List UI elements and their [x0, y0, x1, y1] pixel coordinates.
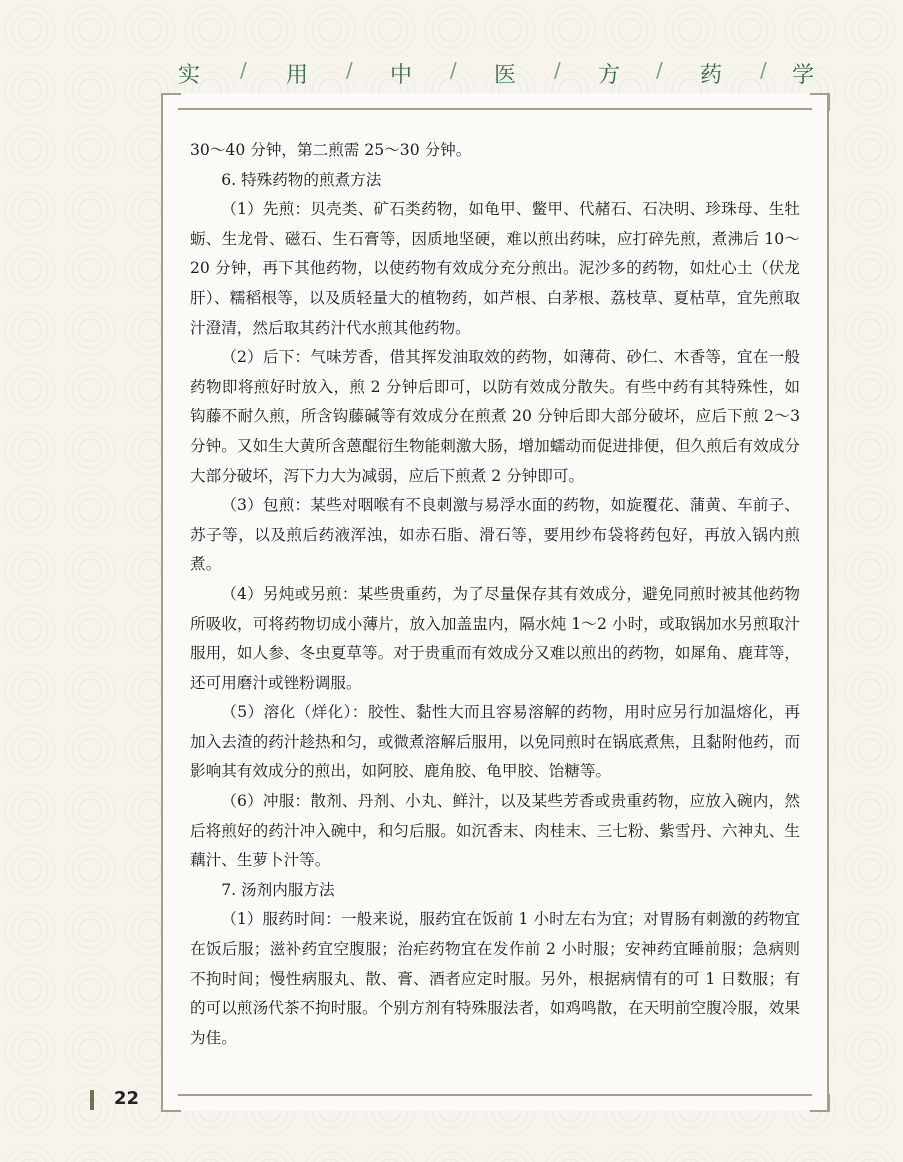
frame-corner-top-right — [810, 93, 830, 111]
section-heading: 7. 汤剂内服方法 — [221, 880, 335, 899]
page-number: 22 — [114, 1088, 140, 1109]
header-separator: / — [656, 58, 663, 82]
section-heading: 6. 特殊药物的煎煮方法 — [221, 170, 382, 189]
paragraph: （4）另炖或另煎：某些贵重药，为了尽量保存其有效成分，避免同煎时被其他药物所吸收，可将药物切成小薄片，放入加盖盅内，隔水炖 1～2 小时，或取锅加水另煎取汁服用，如人参、冬虫夏草等。对于贵重而有效成分又难以煎出的药物，如犀角、鹿茸等，还可用磨汁或锉粉调服。 — [190, 584, 800, 692]
paragraph: （1）服药时间：一般来说，服药宜在饭前 1 小时左右为宜；对胃肠有刺激的药物宜在饭后服；滋补药宜空腹服；治疟药物宜在发作前 2 小时服；安神药宜睡前服；急病则不拘时间；慢性病服丸、散、膏、酒者应定时服。另外，根据病情有的可 1 日数服；有的可以煎汤代茶不拘时服。个别方剂有特殊服法者，如鸡鸣散，在天明前空腹冷服，效果为佳。 — [190, 910, 800, 1047]
header-char: 医 — [494, 63, 517, 88]
paragraph: （1）先煎：贝壳类、矿石类药物，如龟甲、鳖甲、代赭石、石决明、珍珠母、生牡蛎、生龙骨、磁石、生石膏等，因质地坚硬，难以煎出药味，应打碎先煎，煮沸后 10～20 分钟，再下其他药物，以使药物有效成分充分煎出。泥沙多的药物，如灶心土（伏龙肝）、糯稻根等，以及质轻量大的植物药，如芦根、白茅根、荔枝草、夏枯草，宜先煎取汁澄清，然后取其药汁代水煎其他药物。 — [190, 200, 800, 337]
header-separator: / — [760, 58, 767, 82]
frame-corner-top-left — [161, 93, 181, 111]
frame-top-rule — [178, 108, 812, 110]
header-separator: / — [554, 58, 561, 82]
paragraph: 30～40 分钟，第二煎需 25～30 分钟。 — [190, 141, 472, 159]
frame-bottom-rule — [178, 1094, 812, 1096]
header-char: 方 — [598, 63, 621, 88]
header-char: 药 — [700, 63, 723, 88]
running-header — [178, 58, 818, 90]
header-char: 实 — [178, 63, 201, 88]
header-separator: / — [450, 58, 457, 82]
header-char: 中 — [390, 63, 413, 88]
paragraph: （5）溶化（烊化）：胶性、黏性大而且容易溶解的药物，用时应另行加温熔化，再加入去渣的药汁趁热和匀，或微煮溶解后服用，以免同煎时在锅底煮焦，且黏附他药，而影响其有效成分的煎出，如阿胶、鹿角胶、龟甲胶、饴糖等。 — [190, 703, 800, 781]
paragraph: （2）后下：气味芳香，借其挥发油取效的药物，如薄荷、砂仁、木香等，宜在一般药物即将煎好时放入，煎 2 分钟后即可，以防有效成分散失。有些中药有其特殊性，如钩藤不耐久煎，所含钩藤碱等有效成分在煎煮 20 分钟后即大部分破坏，应后下煎 2～3 分钟。又如生大黄所含蒽醌衍生物能刺激大肠，增加蠕动而促进排便，但久煎后有效成分大部分破坏，泻下力大为减弱，应后下煎煮 2 分钟即可。 — [190, 348, 800, 485]
header-separator: / — [346, 58, 353, 82]
paragraph: （3）包煎：某些对咽喉有不良刺激与易浮水面的药物，如旋覆花、蒲黄、车前子、苏子等，以及煎后药液浑浊，如赤石脂、滑石等，要用纱布袋将药包好，再放入锅内煎煮。 — [190, 496, 800, 574]
header-char: 用 — [286, 63, 309, 88]
header-char: 学 — [792, 63, 815, 88]
page-number-bar — [90, 1090, 94, 1110]
paragraph: （6）冲服：散剂、丹剂、小丸、鲜汁，以及某些芳香或贵重药物，应放入碗内，然后将煎好的药汁冲入碗中，和匀后服。如沉香末、肉桂末、三七粉、紫雪丹、六神丸、生藕汁、生萝卜汁等。 — [190, 792, 800, 870]
frame-corner-bottom-right — [810, 1094, 830, 1112]
body-text — [190, 136, 800, 1053]
frame-corner-bottom-left — [161, 1094, 181, 1112]
header-separator: / — [240, 58, 247, 82]
